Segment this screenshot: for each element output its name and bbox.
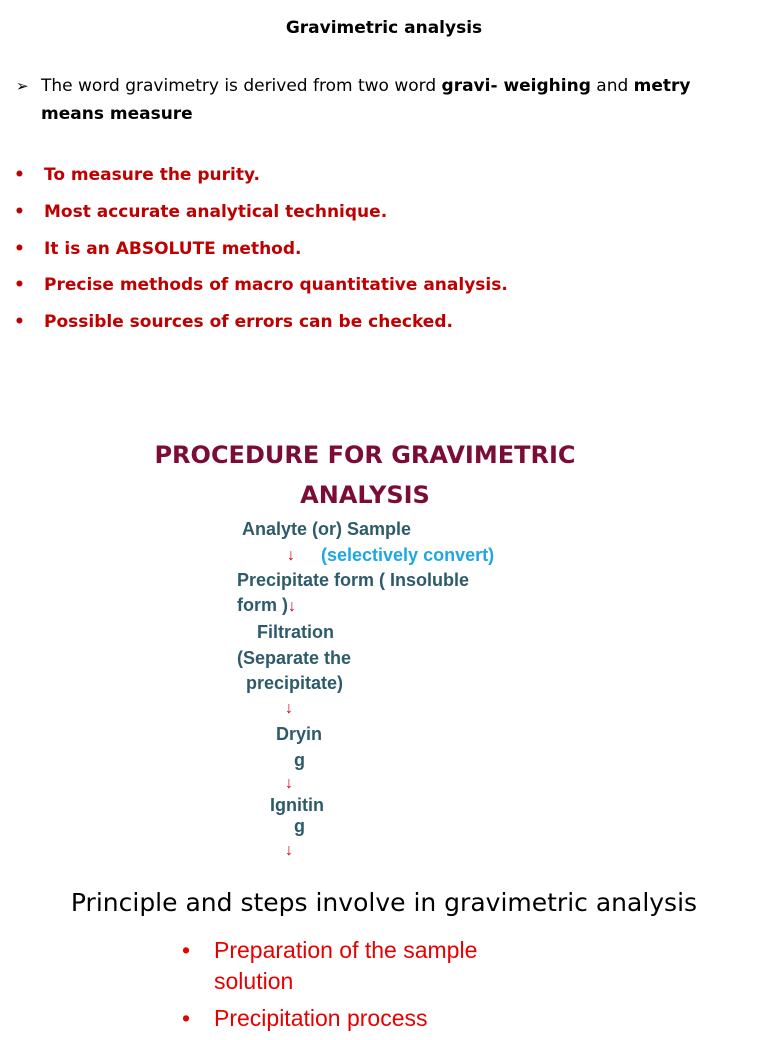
flow-step-drying-cont: g (294, 750, 305, 770)
bullet-icon: • (14, 312, 25, 333)
flow-step-filtration-desc2: precipitate) (246, 673, 344, 693)
list-item (14, 161, 734, 198)
flow-note-convert: (selectively convert) (321, 545, 495, 565)
flow-step-drying: Dryin (276, 724, 323, 744)
list-item-text: Preparation of the sample solution (214, 937, 478, 994)
intro-text-part2: and (590, 76, 634, 96)
flow-step-precipitate-text: form ) (237, 595, 288, 615)
bullet-icon: • (182, 1005, 191, 1031)
bullet-icon: • (14, 238, 25, 259)
list-item (182, 1003, 522, 1034)
procedure-title-line1: PROCEDURE FOR GRAVIMETRIC (154, 441, 576, 469)
down-arrow-icon: ↓ (285, 842, 293, 859)
bullet-icon: • (182, 937, 191, 963)
list-item-text: Precipitation process (214, 1005, 428, 1031)
intro-bold-metry: metry means measure (41, 76, 691, 124)
down-arrow-icon: ↓ (285, 775, 293, 792)
list-item (182, 935, 522, 997)
list-item (14, 308, 734, 345)
list-item (14, 198, 734, 235)
list-item (14, 271, 734, 308)
flow-step-precipitate-cont (237, 595, 296, 616)
key-points-list (14, 161, 734, 345)
principle-heading: Principle and steps involve in gravimetric analysis (70, 888, 698, 917)
down-arrow-icon: ↓ (287, 547, 295, 564)
principle-steps-list (182, 935, 522, 1040)
flow-step-igniting: Ignitin (270, 795, 324, 815)
flow-step-analyte: Analyte (or) Sample (242, 519, 412, 539)
flow-step-precipitate: Precipitate form ( Insoluble (237, 570, 470, 590)
down-arrow-icon: ↓ (285, 700, 293, 717)
intro-text-part1: The word gravimetry is derived from two word (41, 76, 442, 96)
flow-step-filtration-desc1: (Separate the (237, 648, 352, 668)
list-item-text: Most accurate analytical technique. (44, 201, 388, 222)
intro-text (41, 72, 736, 128)
intro-paragraph (16, 72, 736, 128)
arrow-bullet-icon: ➢ (16, 77, 29, 95)
list-item-text: Possible sources of errors can be checked. (44, 312, 453, 333)
page-title: Gravimetric analysis (285, 18, 483, 38)
bullet-icon: • (14, 165, 25, 185)
list-item-text: To measure the purity. (44, 165, 260, 185)
bullet-icon: • (14, 275, 25, 296)
list-item (14, 235, 734, 272)
bullet-icon: • (14, 201, 25, 222)
list-item-text: Precise methods of macro quantitative analysis. (44, 275, 508, 296)
flow-step-igniting-cont: g (294, 816, 305, 836)
procedure-title (120, 435, 610, 515)
list-item-text: It is an ABSOLUTE method. (44, 238, 302, 259)
down-arrow-icon: ↓ (288, 598, 296, 615)
flow-step-filtration: Filtration (257, 622, 334, 642)
intro-bold-gravi: gravi- weighing (441, 76, 591, 96)
procedure-title-line2: ANALYSIS (300, 481, 430, 509)
